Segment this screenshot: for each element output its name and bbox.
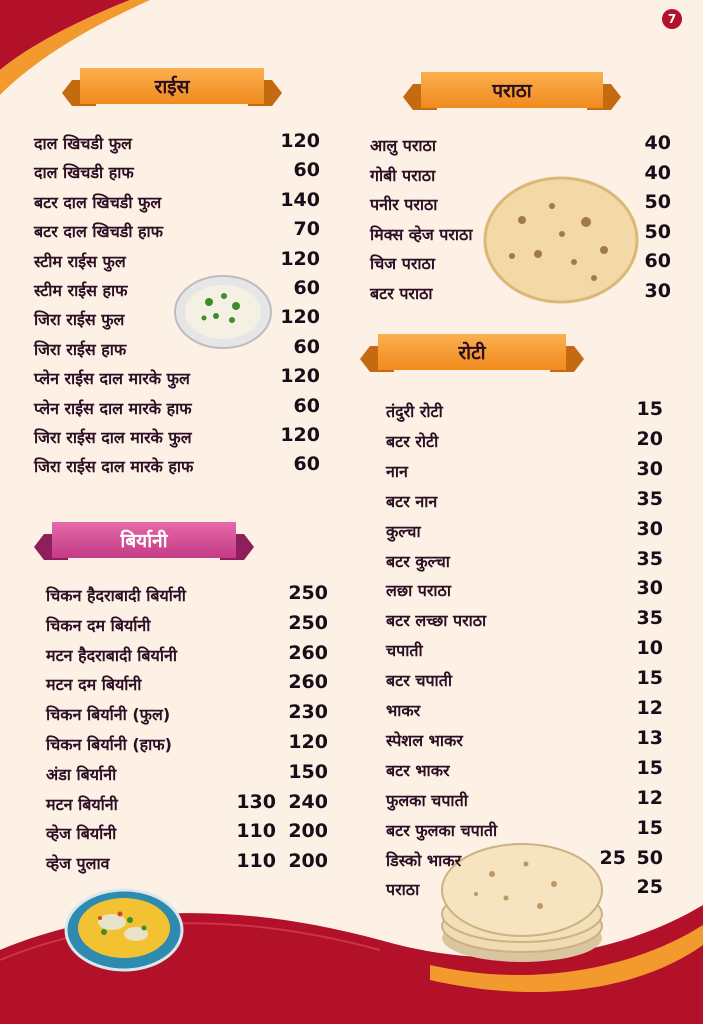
roti-section-ribbon (378, 334, 566, 370)
menu-item-price: 30 (636, 517, 663, 540)
menu-item-name: चिकन दम बिर्यानी (46, 615, 151, 635)
paratha-section-ribbon (421, 72, 603, 108)
menu-item-price: 30 (636, 577, 663, 600)
biryani-plate-image (64, 884, 184, 974)
menu-item-name: बटर कुल्चा (386, 551, 450, 571)
menu-item-name: कुल्चा (386, 521, 421, 541)
menu-item-name: जिरा राईस दाल मारके फुल (34, 428, 192, 447)
menu-item-name: मटन हैदराबादी बिर्यानी (46, 645, 177, 665)
menu-item-name: प्लेन राईस दाल मारके फुल (34, 369, 190, 389)
biryani-section-ribbon (52, 522, 236, 558)
menu-item-price: 35 (636, 487, 663, 510)
paratha-section-title: पराठा (421, 72, 603, 108)
menu-item-name: बटर दाल खिचडी हाफ (34, 222, 164, 242)
menu-item-half-price: 25 (599, 846, 626, 869)
menu-item-name: जिरा राईस हाफ (34, 339, 127, 359)
menu-item-price: 120 (280, 247, 320, 270)
menu-item-price: 260 (288, 671, 328, 694)
menu-item-name: मिक्स व्हेज पराठा (370, 224, 473, 244)
rice-section-ribbon (80, 68, 264, 104)
menu-item-price: 15 (636, 398, 663, 420)
menu-item-half-price: 110 (236, 820, 276, 843)
menu-item-price: 40 (644, 132, 671, 154)
menu-item-name: बटर नान (386, 491, 438, 511)
menu-item-price: 15 (636, 756, 663, 779)
menu-item-name: चपाती (386, 641, 423, 661)
menu-item-price: 35 (636, 547, 663, 570)
menu-item-name: बटर फुलका चपाती (386, 820, 498, 840)
menu-item-price: 120 (280, 424, 320, 446)
menu-item-name: बटर पराठा (370, 284, 433, 303)
menu-item-price: 35 (636, 607, 663, 630)
menu-item-price: 12 (636, 697, 663, 719)
menu-item-price: 120 (288, 731, 328, 753)
menu-item-price: 30 (636, 457, 663, 480)
menu-item-name: लछा पराठा (386, 581, 451, 601)
menu-item-price: 25 (636, 876, 663, 899)
menu-item-name: दाल खिचडी हाफ (34, 163, 134, 183)
menu-item-price: 50 (644, 191, 671, 214)
menu-item-price: 70 (293, 218, 320, 241)
rice-plate-image (174, 274, 272, 350)
menu-item-price: 60 (293, 277, 320, 299)
menu-item-price: 120 (280, 130, 320, 152)
menu-item-price: 20 (636, 427, 663, 450)
menu-item-name: पनीर पराठा (370, 195, 438, 215)
menu-item-name: मटन बिर्यानी (46, 794, 118, 814)
menu-item-name: नान (386, 461, 408, 481)
menu-item-name: आलु पराठा (370, 136, 436, 155)
menu-item-price: 250 (288, 582, 328, 604)
menu-item-price: 60 (293, 453, 320, 476)
menu-item-name: चिकन बिर्यानी (हाफ) (46, 735, 172, 754)
menu-item-name: चिज पराठा (370, 254, 435, 274)
menu-item-name: स्पेशल भाकर (386, 730, 463, 750)
menu-item-price: 260 (288, 641, 328, 664)
menu-item-price: 40 (644, 161, 671, 184)
rice-section-title: राईस (80, 68, 264, 104)
menu-item-name: पराठा (386, 880, 420, 900)
menu-item-name: बटर भाकर (386, 760, 450, 780)
menu-item-name: स्टीम राईस हाफ (34, 281, 128, 300)
menu-item-price: 200 (288, 820, 328, 843)
menu-item-price: 12 (636, 786, 663, 809)
menu-item-price: 250 (288, 611, 328, 634)
menu-item-price: 60 (293, 394, 320, 417)
menu-item-name: फुलका चपाती (386, 790, 468, 810)
menu-item-price: 50 (644, 220, 671, 243)
menu-item-price: 240 (288, 790, 328, 813)
menu-item-price: 60 (293, 159, 320, 182)
menu-item-name: बटर रोटी (386, 431, 439, 451)
menu-item-price: 30 (644, 280, 671, 302)
menu-item-name: चिकन बिर्यानी (फुल) (46, 705, 171, 725)
menu-item-name: जिरा राईस फुल (34, 310, 125, 330)
menu-item-price: 120 (280, 306, 320, 329)
menu-item-name: व्हेज पुलाव (46, 854, 110, 874)
menu-item-price: 15 (636, 816, 663, 839)
biryani-section-title: बिर्यानी (52, 522, 236, 558)
menu-item-name: भाकर (386, 701, 421, 720)
menu-item-price: 10 (636, 637, 663, 660)
menu-item-price: 140 (280, 188, 320, 211)
menu-item-price: 230 (288, 701, 328, 724)
menu-item-price: 150 (288, 760, 328, 783)
menu-item-name: स्टीम राईस फुल (34, 251, 126, 271)
menu-item-name: डिस्को भाकर (386, 850, 462, 870)
menu-item-name: तंदुरी रोटी (386, 402, 443, 421)
menu-item-price: 60 (293, 335, 320, 358)
menu-item-name: बटर लच्छा पराठा (386, 611, 487, 631)
menu-item-price: 200 (288, 850, 328, 873)
menu-item-name: व्हेज बिर्यानी (46, 824, 117, 844)
menu-item-name: गोबी पराठा (370, 165, 436, 185)
menu-item-name: बटर दाल खिचडी फुल (34, 192, 162, 212)
menu-item-half-price: 110 (236, 850, 276, 873)
roti-section-title: रोटी (378, 334, 566, 370)
menu-item-name: जिरा राईस दाल मारके हाफ (34, 457, 194, 477)
page-number-badge: 7 (662, 9, 682, 29)
menu-item-half-price: 130 (236, 790, 276, 813)
menu-item-name: अंडा बिर्यानी (46, 764, 117, 784)
menu-item-price: 15 (636, 667, 663, 690)
menu-item-price: 50 (636, 846, 663, 869)
menu-item-name: बटर चपाती (386, 671, 452, 691)
menu-item-price: 60 (644, 250, 671, 273)
menu-item-price: 120 (280, 365, 320, 388)
menu-item-price: 13 (636, 726, 663, 749)
menu-item-name: दाल खिचडी फुल (34, 134, 132, 153)
menu-item-name: चिकन हैदराबादी बिर्यानी (46, 586, 186, 605)
menu-item-name: प्लेन राईस दाल मारके हाफ (34, 398, 192, 418)
menu-item-name: मटन दम बिर्यानी (46, 675, 142, 695)
